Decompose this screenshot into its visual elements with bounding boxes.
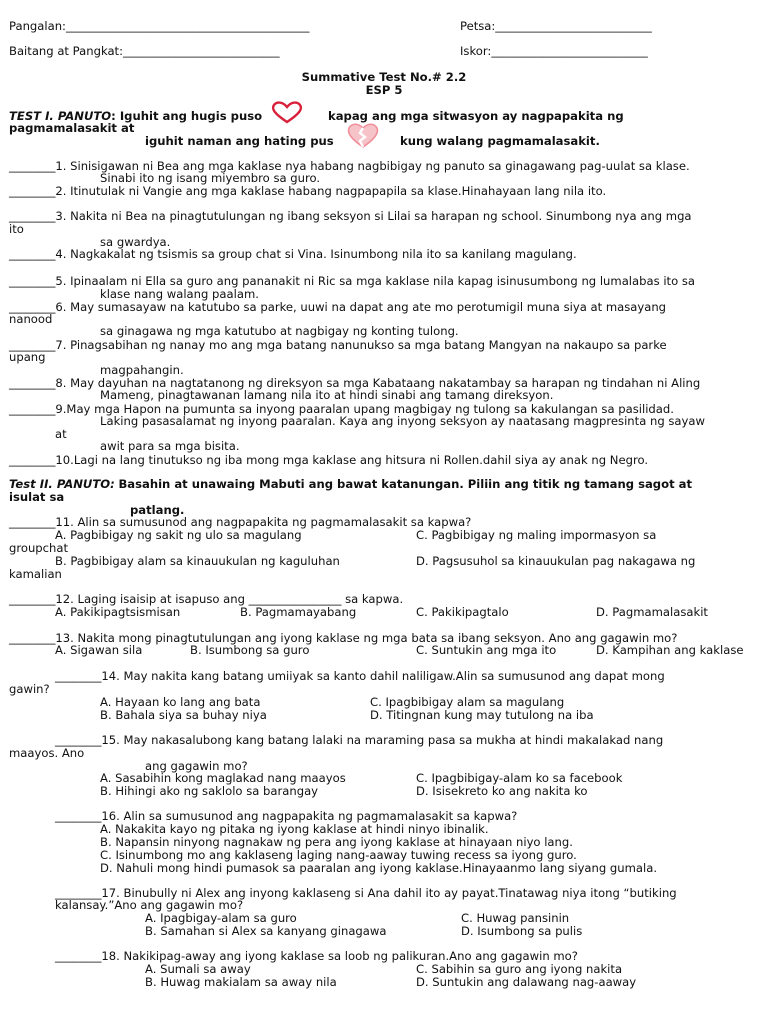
- q17-choice-a: A. Ipagbigay-alam sa guro: [145, 911, 297, 925]
- item-9-line4: awit para sa mga bisita.: [100, 439, 240, 453]
- q12-choice-a: A. Pakikipagtsismisan: [55, 605, 181, 619]
- q16-choice-b: B. Napansin ninyong nagnakaw ng pera ang iyong kaklase at hinayaan niyo lang.: [100, 835, 573, 849]
- q13-choice-c: C. Suntukin ang mga ito: [416, 643, 557, 657]
- q12-choice-d: D. Pagmamalasakit: [596, 605, 708, 619]
- item-3-line3: sa gwardya.: [100, 235, 171, 249]
- q11-choice-c-line2: groupchat: [9, 541, 69, 555]
- q11-choice-c: C. Pagbibigay ng maling impormasyon sa: [416, 528, 657, 542]
- test2-instruction: [9, 478, 692, 491]
- q17-choice-c: C. Huwag pansinin: [461, 911, 570, 925]
- q14-choice-a: A. Hayaan ko lang ang bata: [100, 695, 261, 709]
- test2-instruction-a: Basahin at unawaing Mabuti ang bawat katanungan. Piliin ang titik ng tamang sagot at: [118, 477, 693, 491]
- item-3-line2: ito: [9, 222, 24, 236]
- q17-choice-b: B. Samahan si Alex sa kanyang ginagawa: [145, 924, 387, 938]
- test1-instruction-a: : Iguhit ang hugis puso: [111, 109, 263, 123]
- item-10: ________10.Lagi na lang tinutukso ng iba mong mga kaklase ang hitsura ni Rollen.dahil siya ay anak ng Negro.: [9, 453, 649, 467]
- question-15-line2: maayos. Ano: [9, 746, 85, 760]
- broken-heart-icon: [345, 121, 381, 149]
- test1-label: TEST I. PANUTO: [9, 109, 112, 123]
- question-17-line2: kalansay.”Ano ang gagawin mo?: [55, 898, 244, 912]
- question-11: ________11. Alin sa sumusunod ang nagpapakita ng pagmamalasakit sa kapwa?: [9, 515, 472, 529]
- q18-choice-d: D. Suntukin ang dalawang nag-aaway: [416, 975, 637, 989]
- score-field[interactable]: Iskor:___________________________: [460, 44, 648, 58]
- item-5: ________5. Ipinaalam ni Ella sa guro ang pananakit ni Ric sa mga kaklase nila kapag isinusumbong ng lumalabas ito sa: [9, 274, 696, 288]
- item-8-line2: Mameng, pinagtawanan lamang nila ito at hindi sinabi ang tamang direksyon.: [100, 388, 554, 402]
- test1-instruction-c: pagmamalasakit at: [9, 121, 135, 135]
- question-12: ________12. Laging isaisip at isapuso ang ________________ sa kapwa.: [9, 592, 404, 606]
- q15-choice-b: B. Hihingi ako ng saklolo sa barangay: [100, 784, 319, 798]
- q17-choice-d: D. Isumbong sa pulis: [461, 924, 583, 938]
- item-2: ________2. Itinutulak ni Vangie ang mga kaklase habang nagpapapila sa klase.Hinahayaan lang nila ito.: [9, 184, 607, 198]
- test2-instruction-b: isulat sa: [9, 490, 65, 504]
- q15-choice-d: D. Isisekreto ko ang nakita ko: [416, 784, 588, 798]
- item-7: ________7. Pinagsabihan ng nanay mo ang mga batang nanunukso sa mga batang Mangyan na nakaupo sa parke: [9, 338, 667, 352]
- q18-choice-a: A. Sumali sa away: [145, 962, 251, 976]
- question-15: ________15. May nakasalubong kang batang lalaki na maraming pasa sa mukha at hindi makalakad nang: [55, 733, 664, 747]
- item-8: ________8. May dayuhan na nagtatanong ng direksyon sa mga Kabataang nakatambay sa harapan ng tindahan ni Aling: [9, 376, 701, 390]
- item-6-line3: sa ginagawa ng mga katutubo at nagbigay ng konting tulong.: [100, 324, 459, 338]
- item-6-line2: nanood: [9, 312, 53, 326]
- question-16: ________16. Alin sa sumusunod ang nagpapakita ng pagmamalasakit sa kapwa?: [55, 809, 518, 823]
- item-7-line3: magpahangin.: [100, 363, 184, 377]
- test1-instruction-e: kung walang pagmamalasakit.: [400, 134, 600, 148]
- heart-icon: [270, 100, 304, 124]
- item-6: ________6. May sumasayaw na katutubo sa parke, uuwi na dapat ang ate mo perotumigil muna siya at masayang: [9, 300, 667, 314]
- q12-choice-b: B. Pagmamayabang: [240, 605, 357, 619]
- item-9-line2: Laking pasasalamat ng inyong paaralan. Kaya ang inyong seksyon ay naatasang magpresinta ng sayaw: [100, 414, 705, 428]
- q18-choice-c: C. Sabihin sa guro ang iyong nakita: [416, 962, 623, 976]
- test2-label: Test II. PANUTO:: [9, 477, 115, 491]
- q13-choice-d: D. Kampihan ang kaklase: [596, 643, 744, 657]
- q13-choice-a: A. Sigawan sila: [55, 643, 143, 657]
- grade-section-field[interactable]: Baitang at Pangkat:___________________________: [9, 44, 280, 58]
- question-18: ________18. Nakikipag-away ang iyong kaklase sa loob ng palikuran.Ano ang gagawin mo?: [55, 949, 578, 963]
- question-15-line3: ang gagawin mo?: [145, 759, 248, 773]
- test1-instruction-b: kapag ang mga sitwasyon ay nagpapakita ng: [328, 109, 624, 123]
- q13-choice-b: B. Isumbong sa guro: [190, 643, 310, 657]
- q16-choice-d: D. Nahuli mong hindi pumasok sa paaralan ang iyong kaklase.Hinayaanmo lang siyang gumala.: [100, 861, 658, 875]
- test2-instruction-c: patlang.: [130, 503, 185, 517]
- q11-choice-d-line2: kamalian: [9, 567, 62, 581]
- q16-choice-c: C. Isinumbong mo ang kaklaseng laging nang-aaway tuwing recess sa iyong guro.: [100, 848, 577, 862]
- subject-title: ESP 5: [365, 83, 403, 97]
- item-9-line3: at: [55, 427, 67, 441]
- item-7-line2: upang: [9, 350, 46, 364]
- question-14: ________14. May nakita kang batang umiiyak sa kanto dahil naliligaw.Alin sa sumusunod ang dapat mong: [55, 669, 665, 683]
- q14-choice-d: D. Titingnan kung may tutulong na iba: [370, 708, 594, 722]
- item-5-line2: klase nang walang paalam.: [100, 287, 259, 301]
- item-1: ________1. Sinisigawan ni Bea ang mga kaklase nya habang nagbibigay ng panuto sa ginagawang pag-uulat sa klase.: [9, 159, 690, 173]
- question-14-line2: gawin?: [9, 682, 50, 696]
- item-9: ________9.May mga Hapon na pumunta sa inyong paaralan upang magbigay ng tulong sa kakulangan sa pasilidad.: [9, 402, 674, 416]
- q11-choice-b: B. Pagbibigay alam sa kinauukulan ng kaguluhan: [55, 554, 340, 568]
- item-3: ________3. Nakita ni Bea na pinagtutulungan ng ibang seksyon si Lilai sa harapan ng school. Sinumbong nya ang mga: [9, 209, 692, 223]
- q16-choice-a: A. Nakakita kayo ng pitaka ng iyong kaklase at hindi ninyo ibinalik.: [100, 822, 489, 836]
- item-1-line2: Sinabi ito ng isang miyembro sa guro.: [100, 171, 321, 185]
- test1-instruction-d: iguhit naman ang hating pus: [145, 134, 334, 148]
- test-title: Summative Test No.# 2.2: [301, 70, 467, 84]
- item-4: ________4. Nagkakalat ng tsismis sa group chat si Vina. Isinumbong nila ito sa kanilang magulang.: [9, 247, 577, 261]
- q15-choice-c: C. Ipagbibigay-alam ko sa facebook: [416, 771, 623, 785]
- q14-choice-c: C. Ipagbibigay alam sa magulang: [370, 695, 565, 709]
- q15-choice-a: A. Sasabihin kong maglakad nang maayos: [100, 771, 346, 785]
- q18-choice-b: B. Huwag makialam sa away nila: [145, 975, 337, 989]
- date-field[interactable]: Petsa:___________________________: [460, 19, 652, 33]
- q11-choice-d: D. Pagsusuhol sa kinauukulan pag nakagawa ng: [416, 554, 696, 568]
- q14-choice-b: B. Bahala siya sa buhay niya: [100, 708, 267, 722]
- question-13: ________13. Nakita mong pinagtutulungan ang iyong kaklase ng mga bata sa ibang seksyon. Ano ang gagawin mo?: [9, 631, 678, 645]
- q11-choice-a: A. Pagbibigay ng sakit ng ulo sa magulang: [55, 528, 302, 542]
- name-field[interactable]: Pangalan:__________________________________________: [9, 19, 310, 33]
- question-17: ________17. Binubully ni Alex ang inyong kaklaseng si Ana dahil ito ay payat.Tinatawag niya itong “butiking: [55, 886, 677, 900]
- q12-choice-c: C. Pakikipagtalo: [416, 605, 509, 619]
